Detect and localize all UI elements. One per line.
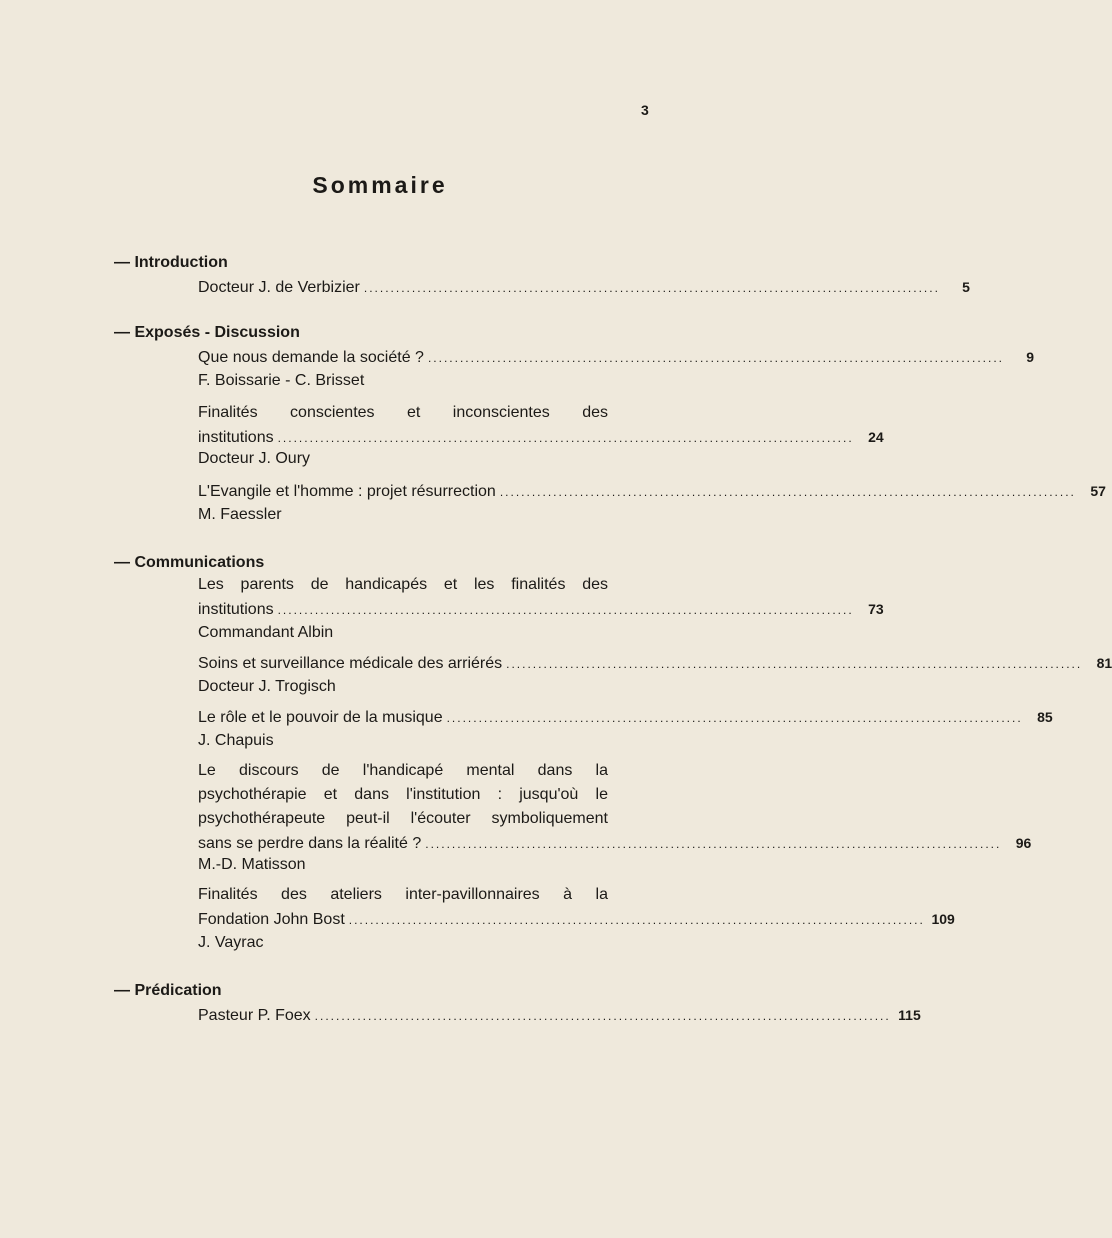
- toc-entry: [198, 706, 1053, 728]
- section-heading-introduction: — Introduction: [114, 254, 228, 271]
- section-heading-communications: — Communications: [114, 554, 265, 571]
- toc-entry: [198, 832, 1032, 854]
- page-title: Sommaire: [312, 172, 448, 198]
- toc-entry: [198, 908, 955, 930]
- section-heading-exposes: — Exposés - Discussion: [114, 324, 300, 341]
- section-heading-predication: — Prédication: [114, 982, 222, 999]
- toc-entry-author: M.-D. Matisson: [198, 856, 306, 873]
- leader-dots: ............................................................................................................: [427, 351, 1005, 365]
- toc-entry-title: Docteur J. de Verbizier: [198, 279, 360, 296]
- toc-page-number: 109: [931, 911, 955, 927]
- toc-page-number: 9: [1026, 349, 1035, 365]
- toc-entry: [198, 652, 1112, 674]
- toc-entry-title-line: Finalités des ateliers inter-pavillonnaires à la: [198, 886, 608, 903]
- toc-entry: [198, 346, 1035, 368]
- toc-entry-author: J. Vayrac: [198, 934, 264, 951]
- leader-dots: ............................................................................................................: [314, 1009, 891, 1023]
- toc-entry: [198, 426, 884, 448]
- leader-dots: ............................................................................................................: [348, 913, 925, 927]
- toc-entry-title: sans se perdre dans la réalité ?: [198, 835, 422, 852]
- toc-entry: [198, 1004, 921, 1026]
- leader-dots: ............................................................................................................: [499, 485, 1076, 499]
- toc-entry-title: Pasteur P. Foex: [198, 1007, 311, 1024]
- toc-entry: [198, 598, 884, 620]
- toc-page-number: 5: [962, 279, 970, 295]
- toc-entry-title: Le rôle et le pouvoir de la musique: [198, 709, 443, 726]
- toc-entry-title: Que nous demande la société ?: [198, 349, 424, 366]
- toc-page-number: 24: [868, 429, 884, 445]
- toc-entry-title-line: Les parents de handicapés et les finalités des: [198, 576, 608, 593]
- toc-entry-title: institutions: [198, 429, 274, 446]
- page-number: 3: [641, 102, 649, 118]
- toc-entry: [198, 480, 1106, 502]
- toc-entry-title: Fondation John Bost: [198, 911, 345, 928]
- toc-page-number: 81: [1096, 655, 1112, 671]
- leader-dots: ............................................................................................................: [425, 837, 1002, 851]
- toc-entry-title: institutions: [198, 601, 274, 618]
- toc-entry: [198, 276, 970, 298]
- toc-entry-author: Commandant Albin: [198, 624, 334, 641]
- toc-entry-author: J. Chapuis: [198, 732, 274, 749]
- toc-entry-author: M. Faessler: [198, 506, 282, 523]
- leader-dots: ............................................................................................................: [446, 711, 1023, 725]
- toc-page-number: 115: [898, 1007, 921, 1023]
- toc-page-number: 73: [868, 601, 884, 617]
- toc-entry-title-line: psychothérapeute peut-il l'écouter symboliquement: [198, 810, 608, 827]
- leader-dots: ............................................................................................................: [506, 657, 1083, 671]
- leader-dots: ............................................................................................................: [277, 431, 854, 445]
- toc-entry-author: Docteur J. Oury: [198, 450, 311, 467]
- toc-page-number: 85: [1037, 709, 1053, 725]
- toc-entry-title: L'Evangile et l'homme : projet résurrection: [198, 483, 496, 500]
- toc-entry-title: Soins et surveillance médicale des arriérés: [198, 655, 503, 672]
- toc-entry-title-line: Le discours de l'handicapé mental dans la: [198, 762, 608, 779]
- toc-entry-title-line: psychothérapie et dans l'institution : jusqu'où le: [198, 786, 608, 803]
- toc-entry-author: Docteur J. Trogisch: [198, 678, 336, 695]
- leader-dots: ............................................................................................................: [363, 281, 940, 295]
- toc-page-number: 57: [1090, 483, 1106, 499]
- toc-entry-author: F. Boissarie - C. Brisset: [198, 372, 365, 389]
- toc-entry-title-line: Finalités conscientes et inconscientes des: [198, 404, 608, 421]
- toc-page-number: 96: [1015, 835, 1032, 851]
- leader-dots: ............................................................................................................: [277, 603, 854, 617]
